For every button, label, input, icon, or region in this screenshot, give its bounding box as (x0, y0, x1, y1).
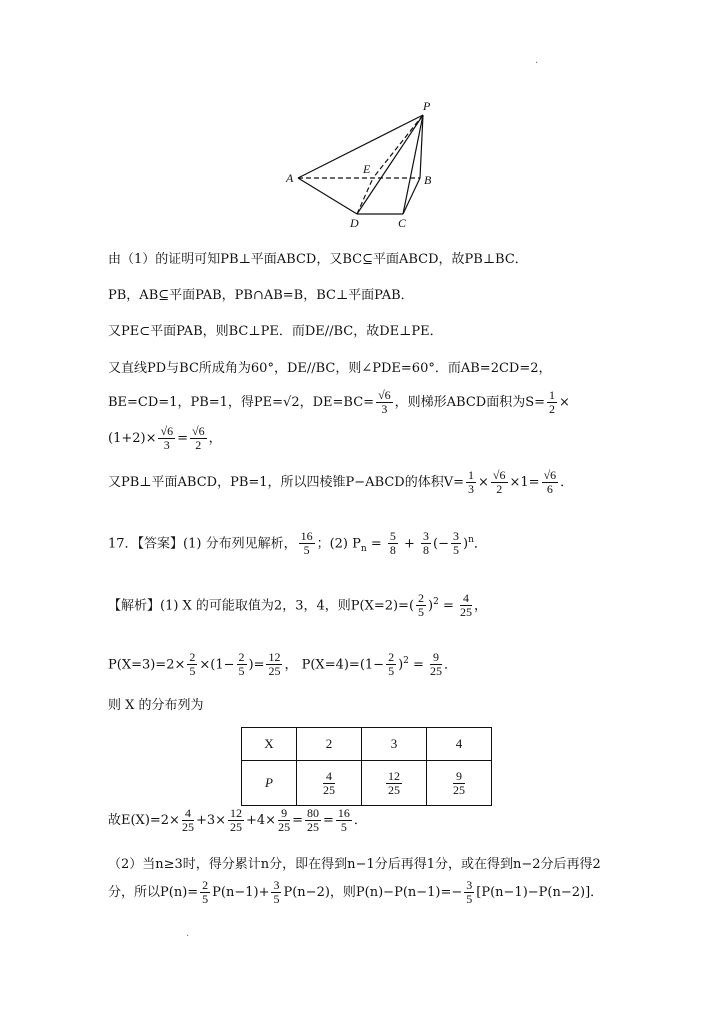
frac-4-25-b: $\frac{4}{25}$ (181, 806, 194, 834)
prob-text-b: ×(1− (199, 657, 235, 673)
answer-text-d: + (399, 536, 420, 552)
frac-3-8: $\frac{3}{8}$ (423, 529, 430, 558)
prob-text-c: )= (248, 657, 265, 673)
part2-text-d: [P(n−1)−P(n−2)]． (476, 885, 604, 900)
exp-text-d: = (292, 813, 303, 828)
page-dot-top: . (535, 55, 539, 66)
pyramid-figure (280, 96, 450, 236)
page-dot-bottom: . (186, 928, 190, 939)
answer-sub-n: n (360, 543, 367, 554)
edge-pe-hidden (373, 115, 423, 178)
table-cell-header: X (242, 728, 297, 761)
exp-text-e: = (322, 813, 334, 828)
prob-exp: 2 (403, 656, 409, 666)
prob-text-a: P(X=3)=2× (108, 657, 186, 673)
answer-text-f: ) (463, 536, 469, 552)
frac-sqrt6-over-6: $\frac{√6}{6}$ (543, 468, 557, 496)
frac-sqrt6-over-2-b: $\frac{√6}{2}$ (492, 468, 506, 496)
answer-text-a: 17．【答案】(1) 分布列见解析， (108, 536, 297, 552)
edge-cb (403, 178, 420, 214)
label-p: P (423, 99, 431, 113)
frac-2-5-c: $\frac{2}{5}$ (238, 650, 245, 679)
line-7-text-d: ． (560, 475, 574, 490)
frac-80-25: $\frac{80}{25}$ (306, 806, 319, 834)
line-7-text-b: × (478, 475, 489, 490)
answer-line (108, 525, 487, 564)
edge-de-hidden (357, 178, 373, 214)
label-d: D (350, 216, 359, 230)
frac-sqrt6-over-3-b: $\frac{√6}{3}$ (160, 424, 174, 452)
line-5 (108, 388, 570, 418)
frac-2-5-d: $\frac{2}{5}$ (388, 650, 395, 679)
table-cell-label: P (242, 761, 297, 806)
part2-text-c: P(n−2)，则P(n)−P(n−1)=− (283, 885, 463, 900)
table-row-prob (242, 761, 492, 806)
edge-ad (298, 178, 357, 214)
label-e: E (363, 162, 371, 176)
table-cell-header: 4 (427, 728, 492, 761)
frac-9-25: $\frac{9}{25}$ (430, 650, 443, 679)
part2-line-1: （2）当n≥3时，得分累计n分，即在得到n−1分后再得1分，或在得到n−2分后再得2 (108, 857, 601, 872)
expectation-line (108, 806, 367, 836)
frac-one-half: $\frac{1}{2}$ (549, 388, 556, 416)
line-7 (108, 468, 573, 498)
answer-text-g: ． (473, 536, 487, 552)
line-5-text-c: × (559, 395, 570, 410)
frac-one-third: $\frac{1}{3}$ (468, 468, 475, 496)
line-1: 由（1）的证明可知PB⊥平面ABCD，又BC⊆平面ABCD，故PB⊥BC． (108, 252, 528, 267)
frac-12-25: $\frac{12}{25}$ (268, 650, 281, 679)
frac-16-5-b: $\frac{16}{5}$ (337, 806, 350, 834)
frac-3-5-c: $\frac{3}{5}$ (466, 878, 473, 906)
analysis-line (108, 587, 487, 621)
table-cell-header: 3 (362, 728, 427, 761)
part2-text-b: P(n−1)+ (212, 885, 270, 900)
line-6-text-c: ， (208, 431, 222, 446)
line-4: 又直线PD与BC所成角为60°，DE//BC，则∠PDE=60°．而AB=2CD=2， (108, 361, 552, 376)
answer-text-c: = (366, 536, 386, 552)
exp-text-f: ． (353, 813, 367, 828)
prob-text-e: ) (398, 657, 404, 673)
analysis-text-a: 【解析】(1) X 的可能取值为2，3，4，则P(X=2)=( (108, 598, 415, 614)
frac-12-25-b: $\frac{12}{25}$ (230, 806, 243, 834)
part2-line-2 (108, 878, 603, 908)
frac-4-25: $\frac{4}{25}$ (460, 591, 473, 620)
line-7-text-a: 又PB⊥平面ABCD，PB=1，所以四棱锥P−ABCD的体积V= (108, 475, 465, 490)
prob-line (108, 646, 457, 680)
distribution-table (241, 727, 492, 806)
table-cell: $\frac{12}{25}$ (362, 761, 427, 806)
analysis-text-c: = (438, 598, 459, 614)
analysis-text-b: ) (428, 598, 434, 614)
line-6-text-a: (1+2)× (108, 431, 157, 446)
line-6 (108, 424, 222, 454)
answer-text-e: (− (433, 536, 449, 552)
edge-pa (298, 115, 423, 178)
label-c: C (398, 216, 407, 230)
exp-text-b: +3× (195, 813, 227, 828)
prob-text-g: ． (444, 657, 458, 673)
frac-3-5-b: $\frac{3}{5}$ (273, 878, 280, 906)
label-b: B (424, 173, 432, 187)
analysis-text-d: ， (474, 598, 488, 614)
answer-text-b: ；(2) P (316, 536, 361, 552)
line-5-text-b: ，则梯形ABCD面积为S= (394, 395, 546, 410)
exp-text-a: 故E(X)=2× (108, 813, 180, 828)
line-3: 又PE⊂平面PAB，则BC⊥PE．而DE//BC，故DE⊥PE． (108, 324, 443, 339)
table-cell: $\frac{9}{25}$ (427, 761, 492, 806)
table-cell: $\frac{4}{25}$ (297, 761, 362, 806)
table-cell-header: 2 (297, 728, 362, 761)
analysis-exp: 2 (433, 597, 439, 607)
label-a: A (286, 171, 294, 185)
frac-2-5-e: $\frac{2}{5}$ (202, 878, 209, 906)
frac-16-5: $\frac{16}{5}$ (300, 529, 313, 558)
frac-sqrt6-over-3: $\frac{√6}{3}$ (378, 388, 391, 416)
prob-text-f: = (408, 657, 429, 673)
frac-2-5-b: $\frac{2}{5}$ (189, 650, 196, 679)
exp-text-c: +4× (246, 813, 277, 828)
table-row-header (242, 728, 492, 761)
line-7-text-c: ×1= (509, 475, 540, 490)
frac-9-25-b: $\frac{9}{25}$ (278, 806, 291, 834)
prob-text-d: ， P(X=4)=(1− (284, 657, 385, 673)
answer-exp-n: n (468, 535, 474, 545)
line-6-text-b: = (177, 431, 188, 446)
line-2: PB，AB⊆平面PAB，PB∩AB=B，BC⊥平面PAB． (108, 288, 414, 303)
dist-intro: 则 X 的分布列为 (108, 698, 204, 713)
frac-5-8: $\frac{5}{8}$ (389, 529, 396, 558)
part2-text-a: 分，所以P(n)= (108, 885, 199, 900)
frac-sqrt6-over-2: $\frac{√6}{2}$ (191, 424, 205, 452)
line-5-text-a: BE=CD=1，PB=1，得PE=√2，DE=BC= (108, 395, 375, 410)
frac-2-5: $\frac{2}{5}$ (418, 591, 425, 620)
frac-3-5: $\frac{3}{5}$ (453, 529, 459, 558)
